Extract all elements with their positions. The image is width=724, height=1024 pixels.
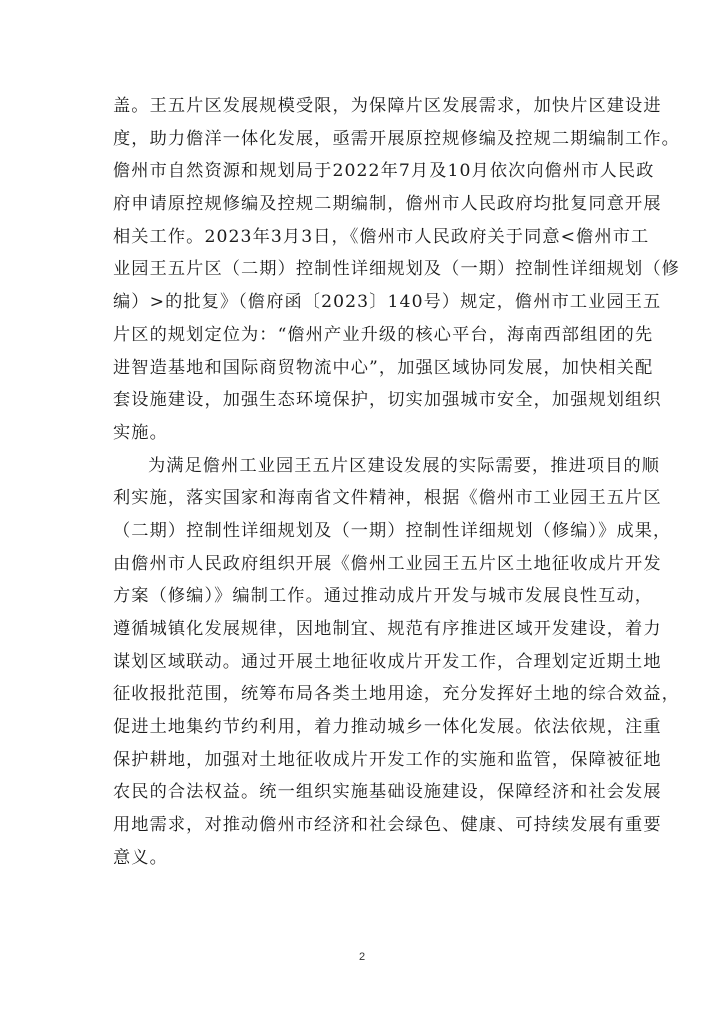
text-line: 度，助力儋洋一体化发展，亟需开展原控规修编及控规二期编制工作。 (113, 128, 680, 149)
text-line: 农民的合法权益。统一组织实施基础设施建设，保障经济和社会发展 (113, 782, 662, 803)
text-line: （二期）控制性详细规划及（一期）控制性详细规划（修编）》成果， (113, 520, 672, 541)
paragraph-1 (113, 90, 680, 450)
text-line: 套设施建设，加强生态环境保护，切实加强城市安全，加强规划组织 (113, 390, 662, 411)
text-line: 用地需求，对推动儋州市经济和社会绿色、健康、可持续发展有重要 (113, 815, 662, 836)
text-line: 意义。 (113, 847, 168, 868)
text-line: 实施。 (113, 422, 168, 443)
text-line: 促进土地集约节约利用，着力推动城乡一体化发展。依法依规，注重 (113, 717, 662, 738)
text-line: 方案（修编）》编制工作。通过推动成片开发与城市发展良性互动， (113, 586, 654, 607)
paragraph-2 (113, 450, 680, 875)
text-line: 利实施，落实国家和海南省文件精神，根据《儋州市工业园王五片区 (113, 488, 662, 509)
text-line: 相关工作。2023年3月3日，《儋州市人民政府关于同意<儋州市工 (113, 226, 650, 247)
text-line: 遵循城镇化发展规律，因地制宜、规范有序推进区域开发建设，着力 (113, 619, 662, 639)
text-line: 盖。王五片区发展规模受限，为保障片区发展需求，加快片区建设进 (113, 96, 662, 116)
document-body (113, 90, 680, 875)
text-line: 府申请原控规修编及控规二期编制，儋州市人民政府均批复同意开展 (113, 194, 662, 215)
text-line: 保护耕地，加强对土地征收成片开发工作的实施和监管，保障被征地 (113, 749, 662, 770)
text-line: 编）>的批复》（儋府函〔2023〕140号）规定，儋州市工业园王五 (113, 292, 662, 313)
text-line: 片区的规划定位为：“儋州产业升级的核心平台，海南西部组团的先 (113, 324, 654, 345)
text-line: 儋州市自然资源和规划局于2022年7月及10月依次向儋州市人民政 (113, 161, 655, 182)
text-line: 征收报批范围，统筹布局各类土地用途，充分发挥好土地的综合效益， (113, 684, 680, 705)
text-line: 进智造基地和国际商贸物流中心”，加强区域协同发展，加快相关配 (113, 357, 654, 378)
text-line: 由儋州市人民政府组织开展《儋州工业园王五片区土地征收成片开发 (113, 553, 662, 574)
page-number: 2 (358, 951, 366, 963)
text-line: 谋划区域联动。通过开展土地征收成片开发工作，合理划定近期土地 (113, 651, 662, 672)
text-line: 业园王五片区（二期）控制性详细规划及（一期）控制性详细规划（修 (113, 259, 680, 280)
text-line: 为满足儋州工业园王五片区建设发展的实际需要，推进项目的顺 (148, 455, 661, 476)
